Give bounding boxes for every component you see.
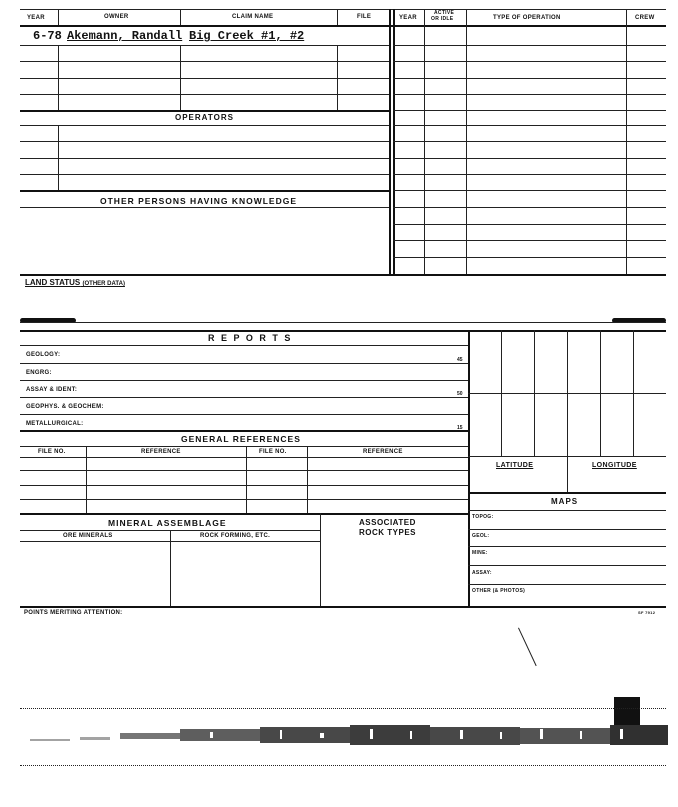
general-references-heading: GENERAL REFERENCES [181,434,301,444]
rule [393,94,666,95]
map-other: OTHER (& PHOTOS) [472,588,526,594]
rule [393,110,666,111]
reports-heading: R E P O R T S [208,333,293,343]
rule [20,207,389,208]
mineral-assemblage-heading: MINERAL ASSEMBLAGE [108,518,227,528]
rule [20,330,666,332]
rule [468,546,666,547]
operators-heading: OPERATORS [175,113,234,122]
land-status-label: LAND STATUS [25,278,81,287]
divider [567,330,568,492]
rule [20,9,666,10]
rule [20,25,666,27]
rule [20,190,389,192]
rule [20,470,468,471]
entry-owner: Akemann, Randall [67,29,183,43]
rule [393,207,666,208]
rule [20,345,468,346]
rule [20,499,468,500]
rule [20,78,389,79]
header-owner: OWNER [104,14,129,20]
header-type-of-operation: TYPE OF OPERATION [493,15,561,21]
map-geol: GEOL: [472,533,490,539]
rule [20,513,468,515]
rule [468,510,666,511]
header-year-2: YEAR [399,15,417,21]
header-active: ACTIVE [434,10,455,16]
ref-reference-2: REFERENCE [363,449,403,455]
report-geology: GEOLOGY: [26,352,61,358]
latitude-label: LATITUDE [496,462,534,469]
rule [20,363,468,364]
rule [393,141,666,142]
map-topog: TOPOG: [472,514,494,520]
rule [20,322,666,323]
rock-types-heading: ROCK TYPES [359,528,417,537]
rule [468,529,666,530]
header-year: YEAR [27,15,45,21]
rule [20,446,468,447]
land-status-note: (OTHER DATA) [82,281,125,287]
report-num-15: 15 [457,425,463,431]
ref-reference-1: REFERENCE [141,449,181,455]
rule [468,565,666,566]
rule [393,45,666,46]
divider [170,530,171,606]
rule [393,224,666,225]
divider [337,45,338,110]
report-geophys: GEOPHYS. & GEOCHEM: [26,404,104,410]
ore-minerals-label: ORE MINERALS [63,533,113,539]
form-number: SF 7912 [638,610,656,615]
rule [468,393,666,394]
maps-heading: MAPS [551,497,579,506]
ref-file-no-2: FILE NO. [259,449,287,455]
report-num-45: 45 [457,357,463,363]
report-engrg: ENGRG: [26,370,52,376]
header-file: FILE [357,14,372,20]
rule [20,397,468,398]
rule [20,141,389,142]
divider [58,45,59,110]
rule [20,274,666,276]
rule [20,94,389,95]
report-metallurgical: METALLURGICAL: [26,421,84,427]
land-status-heading [25,278,125,287]
rock-forming-label: ROCK FORMING, ETC. [200,533,271,539]
rule [393,240,666,241]
header-claim-name: CLAIM NAME [232,14,274,20]
main-divider [389,9,391,274]
rule [393,125,666,126]
map-mine: MINE: [472,550,488,556]
pen-stroke [518,628,537,666]
divider [320,513,321,606]
associated-heading: ASSOCIATED [359,518,416,527]
rule [393,190,666,191]
rule [393,158,666,159]
rule [20,765,666,766]
rule [20,485,468,486]
rule [20,414,468,415]
rule [20,158,389,159]
report-assay: ASSAY & IDENT: [26,387,78,393]
map-assay: ASSAY: [472,570,492,576]
rule [393,61,666,62]
rule [468,456,666,457]
rule [20,125,389,126]
divider [86,446,87,513]
rule [393,257,666,258]
header-crew: CREW [635,15,655,21]
divider [58,9,59,25]
points-meriting-label: POINTS MERITING ATTENTION: [24,610,123,616]
rule [468,492,666,494]
ref-file-no-1: FILE NO. [38,449,66,455]
rule [393,78,666,79]
rule [20,45,389,46]
rule [20,457,468,458]
rule [20,380,468,381]
divider [307,446,308,513]
divider [180,45,181,110]
rule [20,174,389,175]
rule [468,584,666,585]
divider [58,125,59,190]
entry-year: 6-78 [33,29,62,43]
rule [393,174,666,175]
divider [337,9,338,25]
divider [246,446,247,513]
header-or-idle: OR IDLE [431,16,454,22]
entry-claim-name: Big Creek #1, #2 [189,29,305,43]
rule [20,606,666,608]
scan-noise-band [20,715,668,755]
rule [20,61,389,62]
divider [180,9,181,25]
report-num-50: 50 [457,391,463,397]
rule [20,430,468,432]
longitude-label: LONGITUDE [592,462,637,469]
rule [20,708,666,709]
other-persons-heading: OTHER PERSONS HAVING KNOWLEDGE [100,196,298,206]
rule [20,110,389,112]
